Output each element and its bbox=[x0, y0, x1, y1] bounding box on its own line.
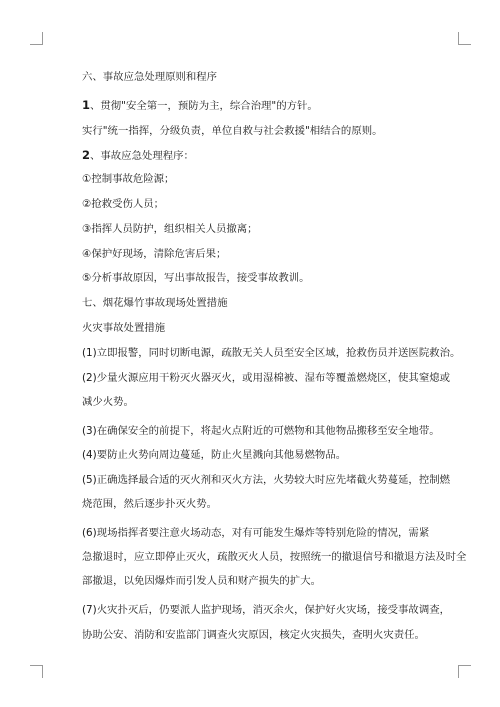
step-4: ④保护好现场，清除危害后果； bbox=[82, 248, 227, 260]
measure-5-line-2: 烧范围，然后逐步扑灭火势。 bbox=[82, 498, 218, 510]
step-1: ①控制事故危险源； bbox=[82, 173, 175, 185]
measure-2-line-1: (2)少量火源应用干粉灭火器灭火，或用湿棉被、湿布等覆盖燃烧区，使其窒熄或 bbox=[82, 372, 450, 384]
measure-2-line-2: 减少火势。 bbox=[82, 396, 134, 408]
measure-4: (4)要防止火势向周边蔓延，防止火星溅向其他易燃物品。 bbox=[82, 449, 347, 461]
step-2: ②抢救受伤人员； bbox=[82, 198, 165, 210]
measure-6-line-1: (6)现场指挥者要注意火场动态，对有可能发生爆炸等特别危险的情况，需紧 bbox=[82, 527, 430, 539]
measure-1: (1)立即报警，同时切断电源，疏散无关人员至安全区域，抢救伤员并送医院救治。 bbox=[82, 347, 461, 359]
principle-2-text: 、事故应急处理程序： bbox=[90, 150, 194, 162]
fire-measures-heading: 火灾事故处置措施 bbox=[82, 322, 166, 334]
step-5: ⑤分析事故原因，写出事故报告，接受事故教训。 bbox=[82, 272, 310, 284]
crop-mark-top-left bbox=[30, 32, 43, 45]
principle-1-text: 、贯彻"安全第一，预防为主，综合治理"的方针。 bbox=[90, 100, 318, 112]
section6-heading: 六、事故应急处理原则和程序 bbox=[82, 71, 218, 83]
measure-5-line-1: (5)正确选择最合适的灭火剂和灭火方法，火势较大时应先堵截火势蔓延，控制燃 bbox=[82, 474, 450, 486]
principle-1 bbox=[82, 98, 452, 113]
measure-7-line-1: (7)火灾扑灭后，仍要派人监护现场，消灭余火，保护好火灾场，接受事故调查， bbox=[82, 604, 450, 616]
crop-mark-bottom-right bbox=[458, 665, 471, 678]
step-3: ③指挥人员防护，组织相关人员撤离； bbox=[82, 223, 258, 235]
principle-2-number: 2 bbox=[82, 148, 91, 162]
measure-6-line-2: 急撤退时，应立即停止灭火，疏散灭火人员，按照统一的撤退信号和撤退方法及时全 bbox=[82, 551, 467, 563]
measure-3: (3)在确保安全的前提下，将起火点附近的可燃物和其他物品搬移至安全地带。 bbox=[82, 425, 440, 437]
principle-1-number: 1 bbox=[82, 98, 91, 112]
section7-heading: 七、烟花爆竹事故现场处置措施 bbox=[82, 297, 228, 309]
principle-2 bbox=[82, 148, 452, 163]
measure-7-line-2: 协助公安、消防和安监部门调查火灾原因，核定火灾损失，查明火灾责任。 bbox=[82, 629, 425, 641]
measure-6-line-3: 部撤退，以免因爆炸而引发人员和财产损失的扩大。 bbox=[82, 575, 321, 587]
crop-mark-top-right bbox=[458, 32, 471, 45]
principle-1b: 实行"统一指挥，分级负责，单位自救与社会救援"相结合的原则。 bbox=[82, 125, 383, 137]
crop-mark-bottom-left bbox=[30, 665, 43, 678]
